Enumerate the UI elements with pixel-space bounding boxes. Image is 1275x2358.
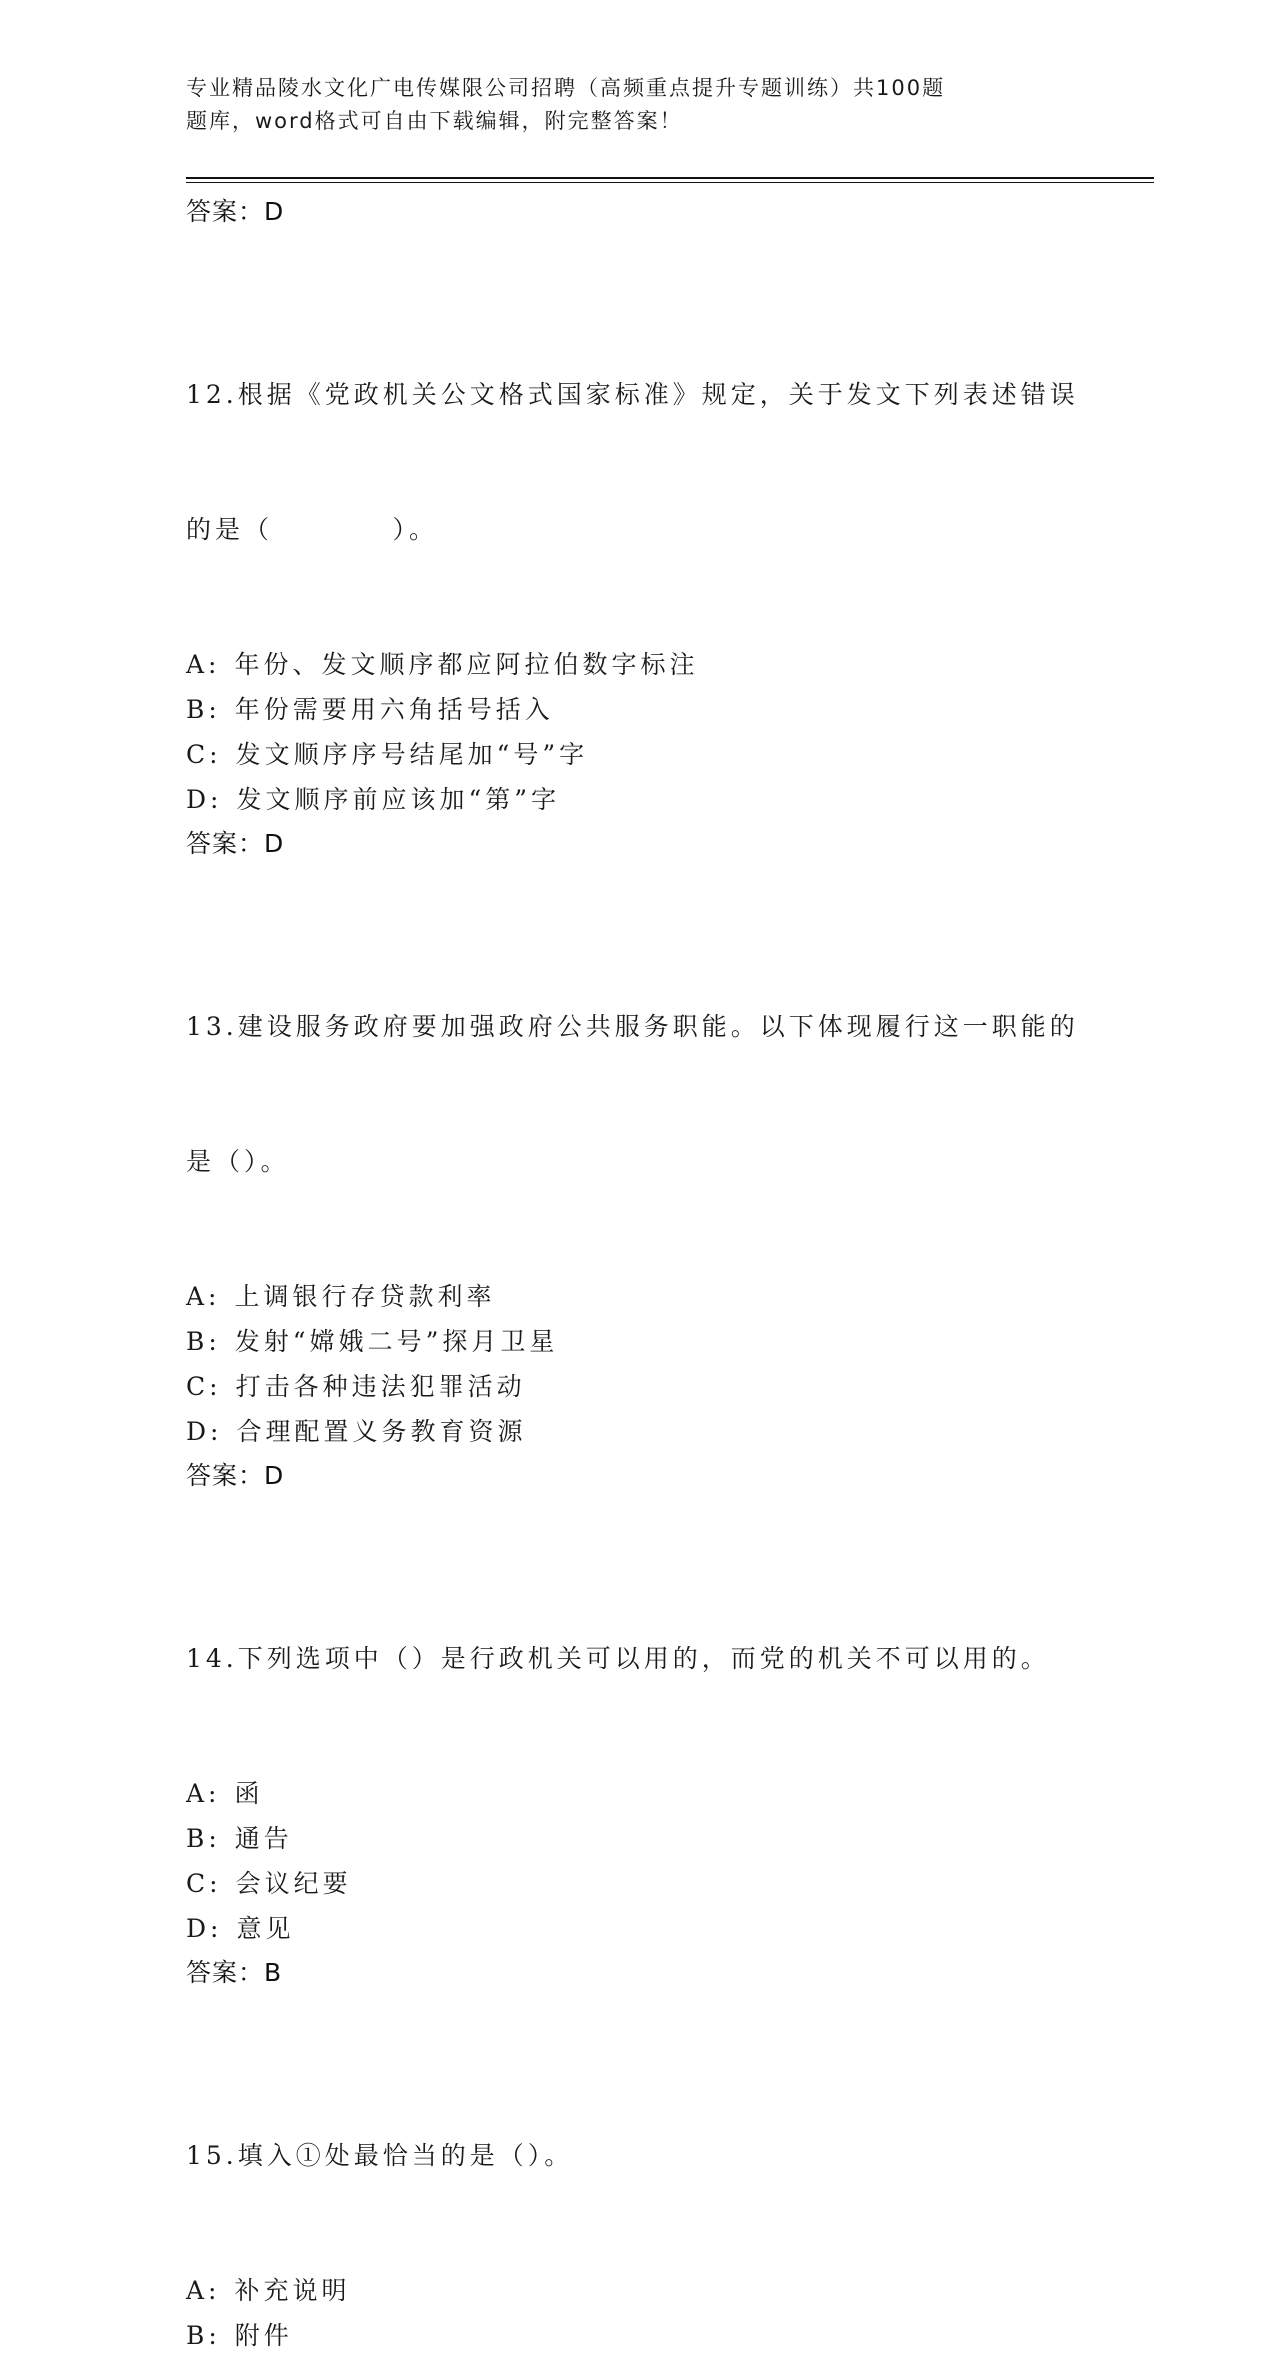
question-12 xyxy=(186,282,1086,866)
question-text-line: 是（）。 xyxy=(186,1147,290,1176)
header-line-2: 题库，word格式可自由下载编辑，附完整答案！ xyxy=(186,109,683,133)
header-divider-thick xyxy=(186,177,1154,179)
question-15 xyxy=(186,2043,1086,2358)
question-list xyxy=(186,190,1086,2358)
option-a xyxy=(186,642,1086,687)
option-text: 打击各种违法犯罪活动 xyxy=(235,1372,526,1401)
option-label: B: xyxy=(186,695,221,724)
option-text: 补充说明 xyxy=(234,2276,351,2305)
option-text: 发文顺序前应该加“第”字 xyxy=(236,785,561,814)
option-label: D: xyxy=(186,1417,223,1446)
option-label: B: xyxy=(186,1327,221,1356)
option-text: 附件 xyxy=(234,2321,293,2350)
answer-line: 答案：D xyxy=(186,197,285,226)
option-label: A: xyxy=(186,650,221,679)
question-text-line: 13.建设服务政府要加强政府公共服务职能。以下体现履行这一职能的 xyxy=(186,1012,1079,1041)
option-a xyxy=(186,1771,1086,1816)
option-text: 通告 xyxy=(234,1824,293,1853)
header-line-1: 专业精品陵水文化广电传媒限公司招聘（高频重点提升专题训练）共100题 xyxy=(186,76,946,100)
option-d xyxy=(186,1906,1086,1951)
option-label: D: xyxy=(186,1914,223,1943)
option-c xyxy=(186,1364,1086,1409)
option-label: C: xyxy=(186,1372,222,1401)
option-text: 意见 xyxy=(236,1914,295,1943)
option-label: A: xyxy=(186,1282,221,1311)
option-b xyxy=(186,687,1086,732)
option-label: B: xyxy=(186,2321,221,2350)
option-b xyxy=(186,1816,1086,1861)
option-text: 函 xyxy=(234,1779,264,1808)
option-label: C: xyxy=(186,1869,222,1898)
answer-line: 答案：D xyxy=(186,829,285,858)
option-label: D: xyxy=(186,785,223,814)
question-text xyxy=(186,914,1086,1274)
question-text xyxy=(186,2043,1086,2268)
option-label: A: xyxy=(186,1779,221,1808)
option-b xyxy=(186,1319,1086,1364)
document-header xyxy=(186,72,1016,138)
option-label: A: xyxy=(186,2276,221,2305)
answer-line: 答案：D xyxy=(186,1461,285,1490)
question-text-line: 14.下列选项中（）是行政机关可以用的，而党的机关不可以用的。 xyxy=(186,1644,1050,1673)
option-label: C: xyxy=(186,740,222,769)
question-text-line: 12.根据《党政机关公文格式国家标准》规定，关于发文下列表述错误 xyxy=(186,380,1079,409)
question-text xyxy=(186,282,1086,642)
option-d xyxy=(186,1409,1086,1454)
option-text: 发射“嫦娥二号”探月卫星 xyxy=(234,1327,559,1356)
answer-line: 答案：B xyxy=(186,1958,283,1987)
option-text: 年份、发文顺序都应阿拉伯数字标注 xyxy=(234,650,699,679)
question-14 xyxy=(186,1546,1086,1995)
option-text: 上调银行存贷款利率 xyxy=(234,1282,496,1311)
option-a xyxy=(186,2268,1086,2313)
option-b xyxy=(186,2313,1086,2358)
option-text: 发文顺序序号结尾加“号”字 xyxy=(235,740,589,769)
question-text-line: 15.填入①处最恰当的是（）。 xyxy=(186,2141,574,2170)
question-text-line: 的是（ ）。 xyxy=(186,515,438,544)
option-label: B: xyxy=(186,1824,221,1853)
question-13 xyxy=(186,914,1086,1498)
option-d xyxy=(186,777,1086,822)
header-divider-thin xyxy=(186,182,1154,183)
option-c xyxy=(186,1861,1086,1906)
option-a xyxy=(186,1274,1086,1319)
option-text: 会议纪要 xyxy=(235,1869,352,1898)
option-c xyxy=(186,732,1086,777)
question-text xyxy=(186,1546,1086,1771)
option-text: 年份需要用六角括号括入 xyxy=(234,695,554,724)
option-text: 合理配置义务教育资源 xyxy=(236,1417,527,1446)
